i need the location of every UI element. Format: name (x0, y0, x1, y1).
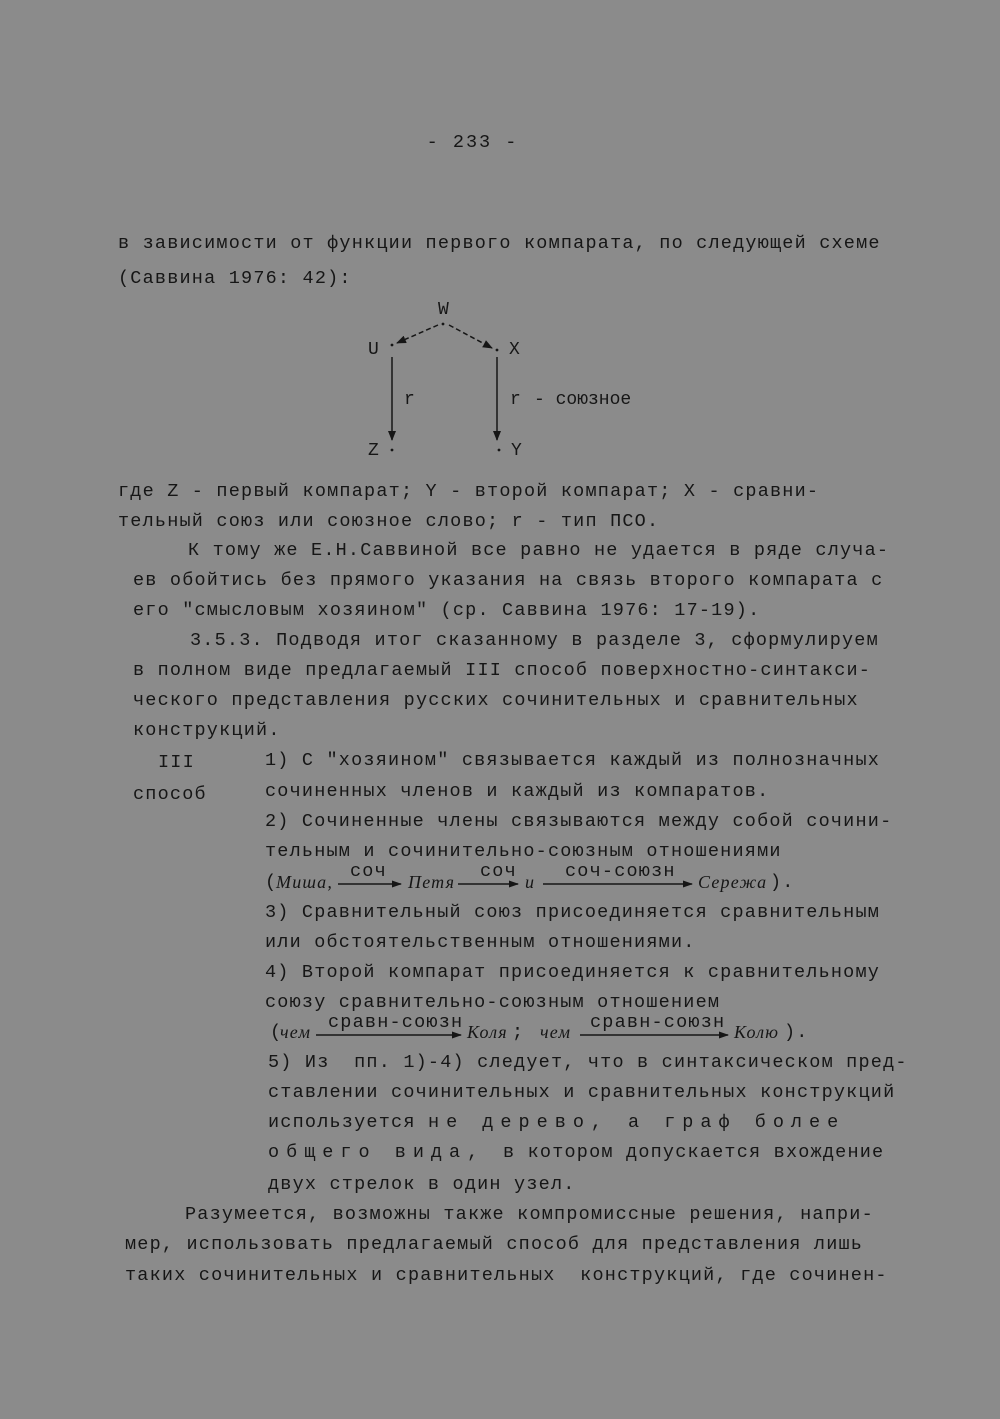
item5-line-3b-spaced: не дерево, (428, 1112, 610, 1133)
para2-line-3: ческого представления русских сочинительных и сравнительных (133, 690, 859, 711)
method-label-number: III (158, 752, 195, 773)
formula1-word-misha: Миша, (276, 872, 334, 892)
formula1-arrow-label-3: соч-союзн (565, 861, 676, 882)
item3-line-2: или обстоятельственным отношениями. (265, 932, 696, 953)
method-label-word: способ (133, 784, 207, 805)
scheme-annotation: - союзное (534, 390, 632, 410)
page-number: - 233 - (426, 132, 519, 153)
formula2-open: ( (270, 1022, 283, 1043)
formula2-close: ). (784, 1022, 809, 1043)
para2-line-1: 3.5.3. Подводя итог сказанному в разделе 3, сформулируем (190, 630, 879, 651)
formula1-open: ( (265, 872, 278, 893)
para2-line-4: конструкций. (133, 720, 281, 741)
formula1-word-serezha: Сережа (698, 872, 768, 892)
item4-line-2: союзу сравнительно-союзным отношением (265, 992, 721, 1013)
formula1-word-petya: Петя (408, 872, 456, 892)
para1-line-1: К тому же Е.Н.Саввиной все равно не удается в ряде случа- (188, 540, 890, 561)
formula2-word-kolyu: Колю (734, 1022, 780, 1042)
para3-line-2: мер, использовать предлагаемый способ для представления лишь (125, 1234, 864, 1255)
item5-line-5: двух стрелок в один узел. (268, 1174, 576, 1195)
intro-line-1: в зависимости от функции первого компарата, по следующей схеме (118, 233, 881, 254)
formula2-word-chem-1: чем (280, 1022, 312, 1042)
item2-line-2: тельным и сочинительно-союзным отношениями (265, 841, 782, 862)
item1-line-2: сочиненных членов и каждый из компаратов. (265, 781, 770, 802)
formula1-arrow-label-2: соч (480, 861, 517, 882)
edge-label-left: r (404, 390, 415, 410)
formula1-arrow-label-1: соч (350, 861, 387, 882)
legend-line-2: тельный союз или союзное слово; r - тип ПСО. (118, 511, 660, 532)
legend-line-1: где Z - первый компарат; Y - второй компарат; X - сравни- (118, 481, 820, 502)
item5-line-1: 5) Из пп. 1)-4) следует, что в синтаксическом пред- (268, 1052, 908, 1073)
item4-line-1: 4) Второй компарат присоединяется к сравнительному (265, 962, 881, 983)
node-y: Y (511, 441, 522, 461)
formula2-separator: ; (512, 1022, 525, 1043)
formula2-arrow-label-2: сравн-союзн (590, 1012, 726, 1033)
item1-line-1: 1) С "хозяином" связывается каждый из полнозначных (265, 750, 881, 771)
item2-line-1: 2) Сочиненные члены связываются между собой сочини- (265, 811, 893, 832)
formula2-arrow-label-1: сравн-союзн (328, 1012, 464, 1033)
formula1-word-i: и (525, 872, 536, 892)
para1-line-2: ев обойтись без прямого указания на связь второго компарата с (133, 570, 884, 591)
node-z: Z (368, 441, 379, 461)
edge-label-right: r (510, 390, 521, 410)
para2-line-2: в полном виде предлагаемый III способ поверхностно-синтакси- (133, 660, 872, 681)
para1-line-3: его "смысловым хозяином" (ср. Саввина 1976: 17-19). (133, 600, 761, 621)
item5-line-3a: используется (268, 1112, 416, 1133)
node-x: X (509, 340, 520, 360)
para3-line-3: таких сочинительных и сравнительных конструкций, где сочинен- (125, 1265, 888, 1286)
para3-line-1: Разумеется, возможны также компромиссные решения, напри- (185, 1204, 874, 1225)
node-w: W (438, 300, 449, 320)
item5-line-2: ставлении сочинительных и сравнительных конструкций (268, 1082, 896, 1103)
node-u: U (368, 340, 379, 360)
formula1-close: ). (770, 872, 795, 893)
item5-line-3c-spaced: а граф более (628, 1112, 846, 1133)
intro-line-2: (Саввина 1976: 42): (118, 268, 352, 289)
formula2-word-chem-2: чем (540, 1022, 572, 1042)
formula2-word-kolya: Коля (467, 1022, 508, 1042)
item3-line-1: 3) Сравнительный союз присоединяется сравнительным (265, 902, 881, 923)
item5-line-4b: в котором допускается вхождение (503, 1142, 885, 1163)
item5-line-4a-spaced: общего вида, (268, 1142, 486, 1163)
